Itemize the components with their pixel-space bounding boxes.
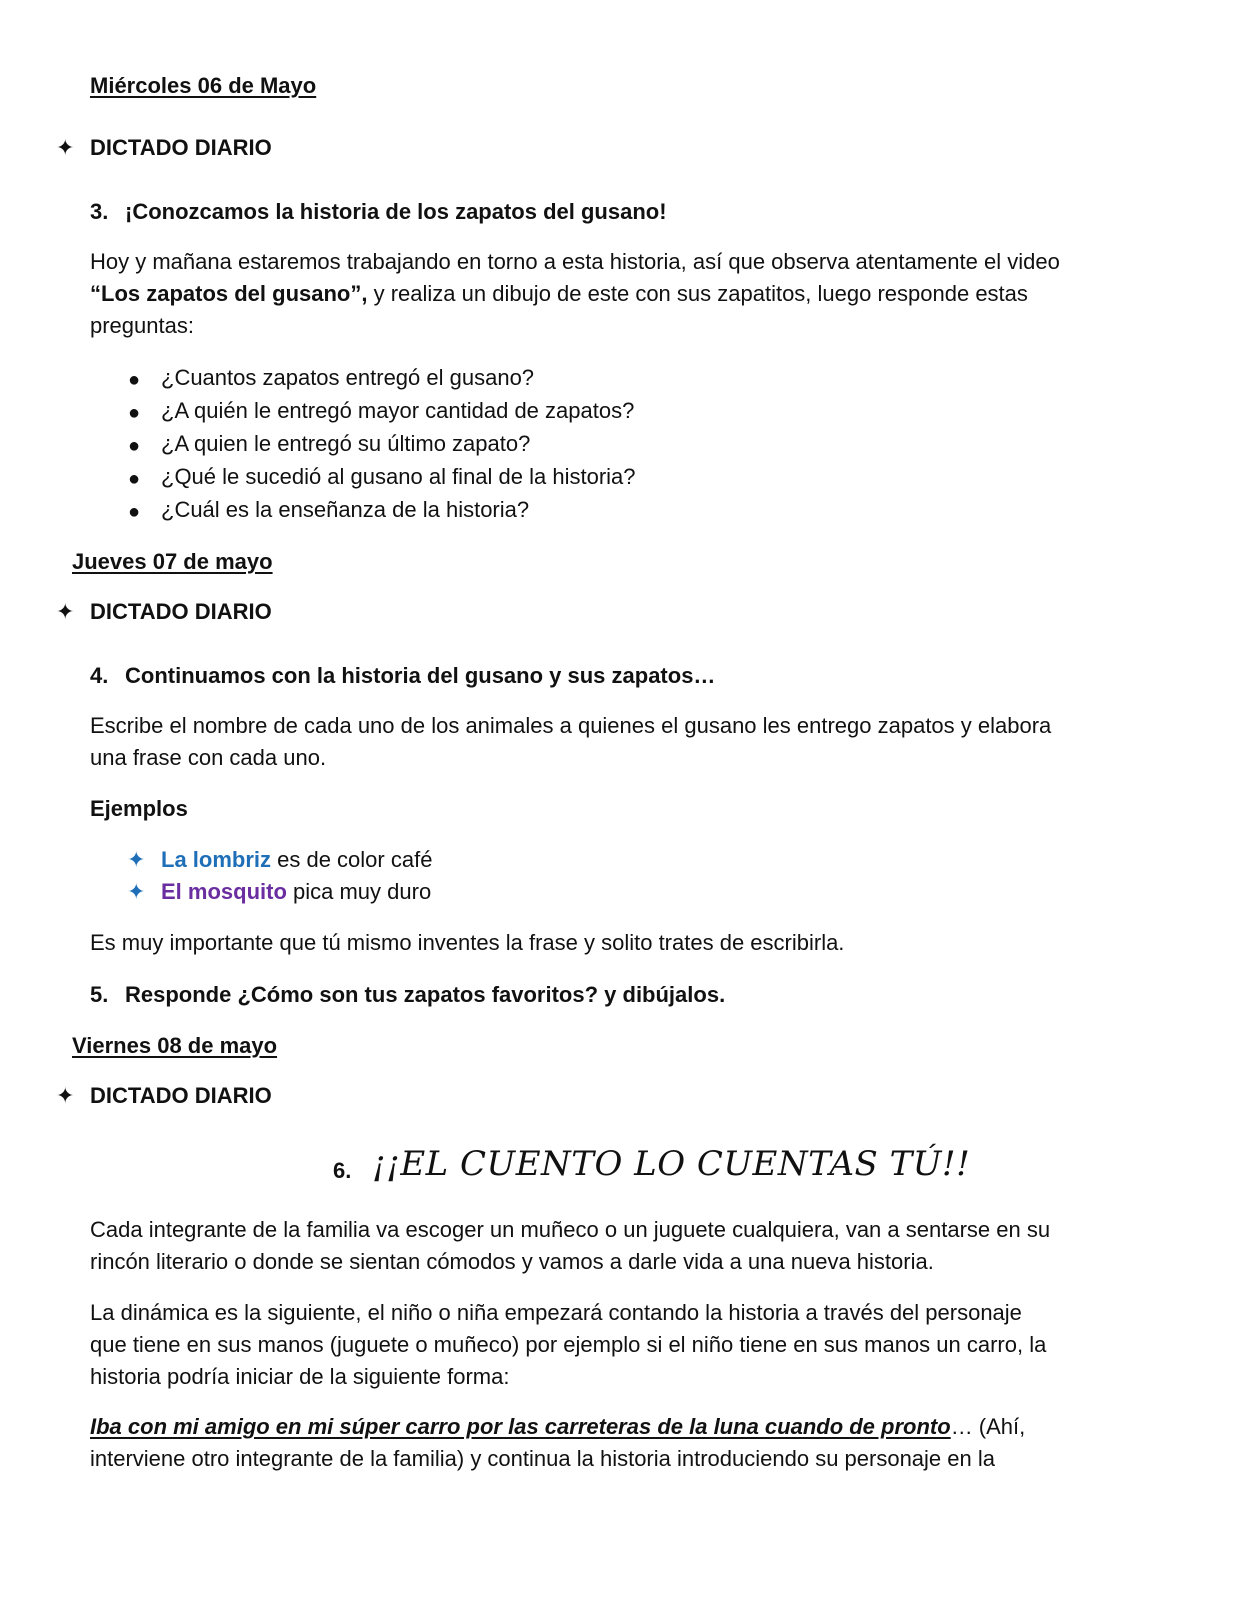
example-item [161,876,431,908]
dynamic-line-3: historia podría iniciar de la siguiente forma: [90,1364,510,1389]
note-text: Es muy importante que tú mismo inventes la frase y solito trates de escribirla. [90,930,845,955]
intro-line-3: preguntas: [90,313,194,338]
example-highlight: El mosquito [161,879,287,904]
family-instruction-line-2: rincón literario o donde se sientan cómodos y vamos a darle vida a una nueva historia. [90,1249,934,1274]
item-4-number: 4. [90,663,109,688]
instruction-line-2: una frase con cada uno. [90,745,327,770]
item-3-number: 3. [90,199,109,224]
date-heading-wednesday: Miércoles 06 de Mayo [90,73,317,98]
bullet-dot-icon: ● [128,435,141,457]
question-item: ¿A quién le entregó mayor cantidad de zapatos? [161,398,635,423]
item-5-title: Responde ¿Cómo son tus zapatos favoritos? y dibújalos. [125,982,726,1007]
item-3-title: ¡Conozcamos la historia de los zapatos del gusano! [125,199,667,224]
story-example-text: Iba con mi amigo en mi súper carro por las carreteras de la luna cuando de pronto [90,1414,951,1439]
bullet-dot-icon: ● [128,468,141,490]
example-rest: es de color café [271,847,433,872]
story-example-rest: … (Ahí, [950,1414,1026,1439]
four-point-star-icon: ✦ [127,879,146,904]
example-highlight: La lombriz [161,847,272,872]
bullet-dot-icon: ● [128,402,141,424]
example-rest: pica muy duro [286,879,432,904]
continuation-line: interviene otro integrante de la familia) y continua la historia introduciendo su personaje en la [90,1446,995,1471]
bullet-dot-icon: ● [128,369,141,391]
video-title: “Los zapatos del gusano”, [90,281,368,306]
question-item: ¿Cuantos zapatos entregó el gusano? [161,365,535,390]
example-item [161,844,432,876]
intro-line-2 [90,278,1028,310]
four-point-star-icon: ✦ [56,599,75,624]
examples-label: Ejemplos [90,796,188,821]
dictado-heading: DICTADO DIARIO [90,135,272,160]
date-heading-thursday: Jueves 07 de mayo [72,549,273,574]
story-example-line [90,1411,1025,1443]
four-point-star-icon: ✦ [56,1083,75,1108]
item-6-title: ¡¡EL CUENTO LO CUENTAS TÚ!! [372,1144,971,1184]
item-4-title: Continuamos con la historia del gusano y sus zapatos… [125,663,716,688]
dictado-heading: DICTADO DIARIO [90,599,272,624]
intro-line-2-text: y realiza un dibujo de este con sus zapatitos, luego responde estas [367,281,1028,306]
item-5-number: 5. [90,982,109,1007]
question-item: ¿A quien le entregó su último zapato? [161,431,531,456]
question-item: ¿Cuál es la enseñanza de la historia? [161,497,530,522]
question-item: ¿Qué le sucedió al gusano al final de la historia? [161,464,636,489]
dynamic-line-1: La dinámica es la siguiente, el niño o niña empezará contando la historia a través del personaje [90,1300,1022,1325]
four-point-star-icon: ✦ [127,847,146,872]
item-6-number: 6. [333,1158,352,1183]
date-heading-friday: Viernes 08 de mayo [72,1033,278,1058]
intro-line-1: Hoy y mañana estaremos trabajando en torno a esta historia, así que observa atentamente el video [90,249,1060,274]
dynamic-line-2: que tiene en sus manos (juguete o muñeco) por ejemplo si el niño tiene en sus manos un carro, la [90,1332,1047,1357]
dictado-heading: DICTADO DIARIO [90,1083,272,1108]
four-point-star-icon: ✦ [56,135,75,160]
bullet-dot-icon: ● [128,501,141,523]
family-instruction-line-1: Cada integrante de la familia va escoger un muñeco o un juguete cualquiera, van a sentarse en su [90,1217,1051,1242]
instruction-line-1: Escribe el nombre de cada uno de los animales a quienes el gusano les entrego zapatos y elabora [90,713,1052,738]
